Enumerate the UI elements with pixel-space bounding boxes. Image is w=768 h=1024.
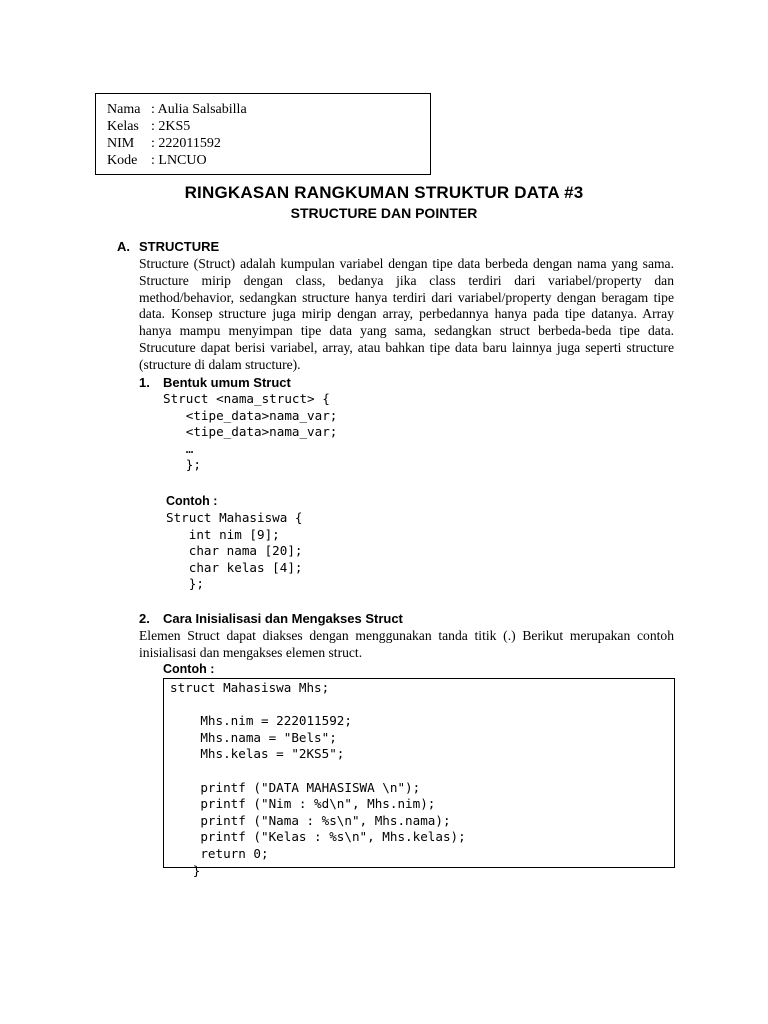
section-title: STRUCTURE [139,239,220,254]
code-box [163,678,675,878]
student-info-box [95,93,431,175]
item-title: Bentuk umum Struct [163,375,291,390]
info-row-kelas [107,118,430,135]
item2-heading [139,611,403,626]
info-label: Kelas [107,119,139,134]
info-row-kode [107,152,430,169]
info-label: Nama [107,102,141,117]
item-number: 2. [139,611,150,626]
info-label: NIM [107,136,135,151]
item1-heading [139,375,291,390]
item-title: Cara Inisialisasi dan Mengakses Struct [163,611,403,626]
info-row-nama [107,101,430,118]
example-label: Contoh : [163,662,215,676]
document-subtitle: STRUCTURE DAN POINTER [290,205,478,221]
access-struct-code: struct Mahasiswa Mhs; Mhs.nim = 222011592; Mhs.nama = "Bels"; Mhs.kelas = "2KS5"; printf ("DATA MAHASISWA \n"); printf ("Nim : %d\n", Mhs.nim); printf ("Nama : %s\n", Mhs.nama); printf ("Kelas : %s\n", Mhs.kelas); return 0; } [170,680,466,878]
item-number: 1. [139,375,150,390]
info-value: : Aulia Salsabilla [151,102,247,117]
section-letter: A. [117,239,130,254]
info-value: : 222011592 [151,136,221,151]
example-struct-code: Struct Mahasiswa { int nim [9]; char nama [20]; char kelas [4]; }; [166,510,303,592]
info-label: Kode [107,153,138,168]
info-value: : LNCUO [151,153,207,168]
document-title: RINGKASAN RANGKUMAN STRUKTUR DATA #3 [184,183,584,202]
general-struct-code: Struct <nama_struct> { <tipe_data>nama_var; <tipe_data>nama_var; … }; [163,391,338,473]
example-label: Contoh : [166,494,218,508]
info-value: : 2KS5 [151,119,191,134]
section-a-heading [117,239,219,254]
access-paragraph: Elemen Struct dapat diakses dengan menggunakan tanda titik (.) Berikut merupakan contoh inisialisasi dan mengakses elemen struct. [139,628,674,660]
structure-paragraph: Structure (Struct) adalah kumpulan variabel dengan tipe data berbeda dengan nama yang sama. Structure mirip dengan class, bedanya jika class terdiri dari variabel/property dan method/behavior, sedangkan structure hanya terdiri dari variabel/property dengan beragam tipe data. Konsep structure juga mirip dengan array, perbedannya hanya pada tipe datanya. Array hanya mampu menyimpan tipe data yang sama, sedangkan struct berbeda-beda tipe data. Strucuture dapat berisi variabel, array, atau bahkan tipe data baru lainnya juga seperti structure (structure di dalam structure). [139,256,674,372]
info-row-nim [107,135,430,152]
